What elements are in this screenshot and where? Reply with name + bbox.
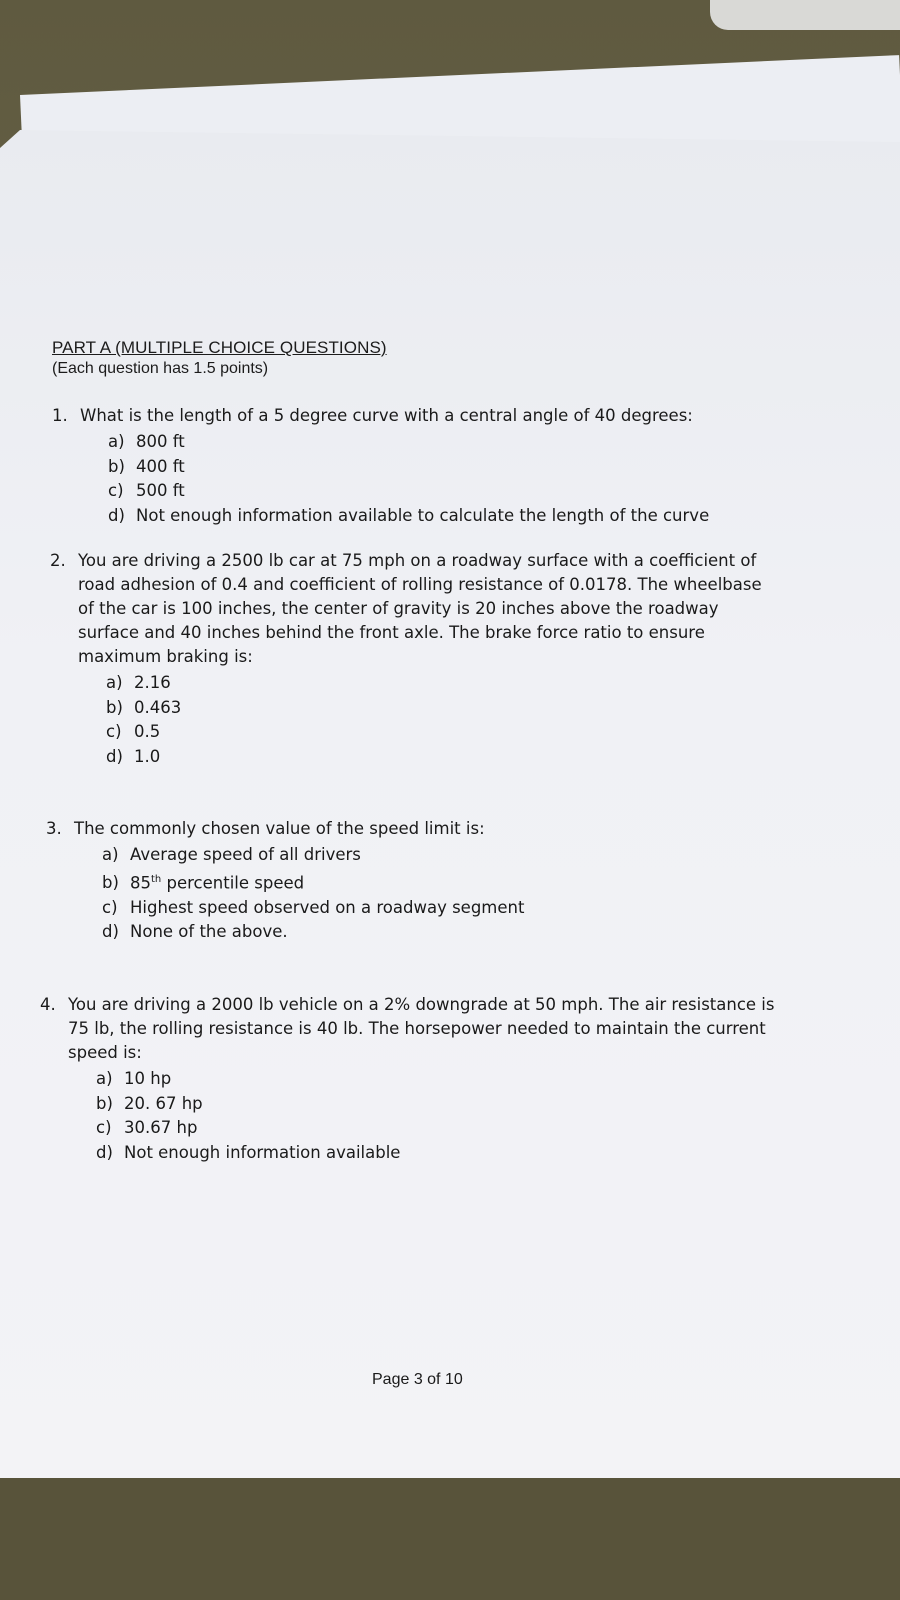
option-a: a) Average speed of all drivers [102, 845, 361, 864]
option-b: b) 85th percentile speed [102, 873, 305, 892]
question-stem: You are driving a 2500 lb car at 75 mph on a roadway surface with a coefficient of road adhesion of 0.4 and coefficient of rolling resistance of 0.0178. The wheelbase of the car is 100 inches, the center of gravity is 20 inches above the roadway surface and 40 inches behind the front axle. The brake force ratio to ensure maximum braking is: [78, 551, 762, 666]
option-a: a) 10 hp [96, 1069, 172, 1088]
question-number: 4. [40, 995, 56, 1014]
option-d: d) 1.0 [106, 746, 161, 766]
question-number: 3. [46, 819, 62, 838]
question-2 [50, 549, 770, 769]
question-stem: What is the length of a 5 degree curve with a central angle of 40 degrees: [80, 406, 693, 425]
question-1 [52, 404, 752, 528]
part-subtitle: (Each question has 1.5 points) [52, 360, 269, 377]
option-c: c) Highest speed observed on a roadway segment [102, 897, 525, 917]
option-b: b) 20. 67 hp [96, 1093, 203, 1113]
option-c: c) 0.5 [106, 722, 161, 741]
option-a: a) 800 ft [108, 432, 185, 451]
question-stem: The commonly chosen value of the speed limit is: [74, 819, 485, 838]
option-c: c) 500 ft [108, 481, 185, 500]
question-4 [40, 993, 780, 1165]
option-list [96, 1067, 780, 1165]
option-list [108, 430, 752, 528]
option-d: d) Not enough information available to calculate the length of the curve [108, 505, 710, 525]
page-number: Page 3 of 10 [372, 1371, 463, 1388]
question-stem: You are driving a 2000 lb vehicle on a 2% downgrade at 50 mph. The air resistance is 75 lb, the rolling resistance is 40 lb. The horsepower needed to maintain the current speed is: [68, 995, 775, 1062]
option-list [102, 843, 766, 945]
option-d: d) Not enough information available [96, 1142, 401, 1162]
question-3 [46, 817, 766, 945]
option-a: a) 2.16 [106, 673, 171, 692]
option-list [106, 671, 770, 769]
option-b: b) 0.463 [106, 697, 182, 717]
question-number: 2. [50, 551, 66, 570]
question-number: 1. [52, 406, 68, 425]
part-title: PART A (MULTIPLE CHOICE QUESTIONS) [52, 338, 387, 357]
option-d: d) None of the above. [102, 922, 288, 941]
option-b: b) 400 ft [108, 456, 185, 476]
option-c: c) 30.67 hp [96, 1118, 198, 1137]
